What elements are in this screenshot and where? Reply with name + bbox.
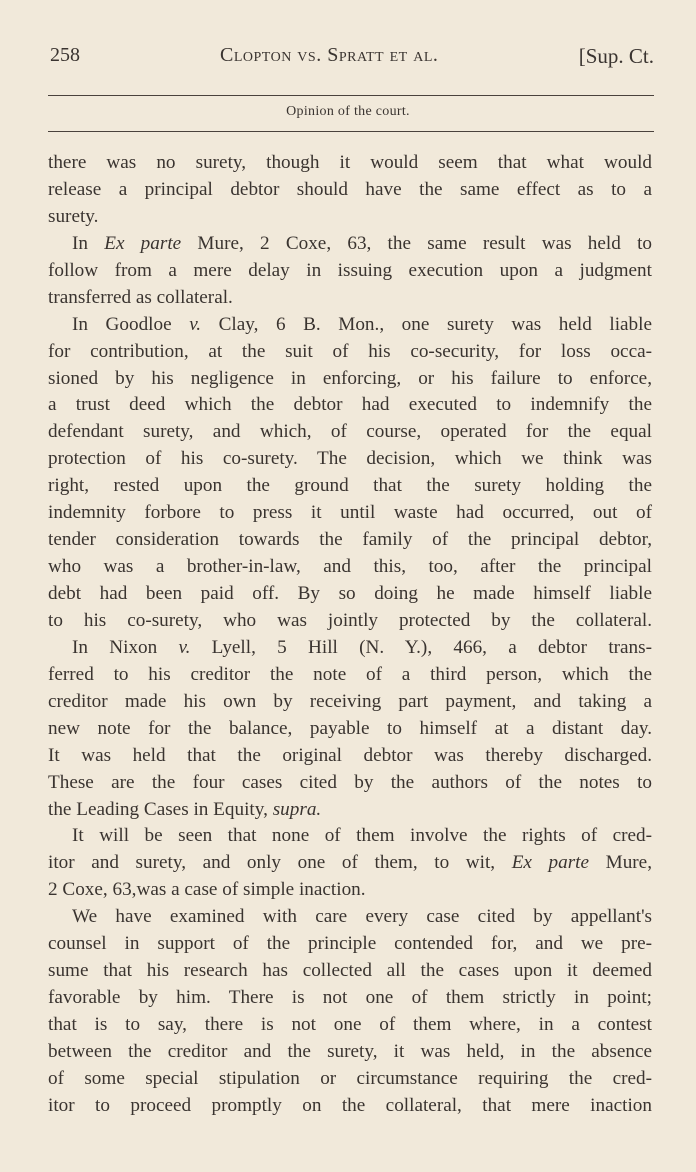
- text-segment: a trust deed which the debtor had executed to indemnify the: [48, 394, 652, 416]
- text-segment: debt had been paid off. By so doing he made himself liable: [48, 583, 652, 604]
- text-segment: favorable by him. There is not one of them strictly in point;: [48, 987, 652, 1009]
- text-segment: transferred as collateral.: [48, 286, 233, 308]
- text-segment: Clay, 6 B. Mon., one surety was held liable: [201, 313, 652, 335]
- text-line: [48, 958, 652, 985]
- italic-text: Ex parte: [511, 852, 590, 874]
- text-segment: of some special stipulation or circumstance requiring the cred-: [48, 1067, 652, 1089]
- text-segment: Lyell, 5 Hill (N. Y.), 466, a debtor trans-: [190, 636, 653, 658]
- text-segment: defendant surety, and which, of course, operated for the equal: [48, 421, 652, 443]
- text-segment: sume that his research has collected all the cases upon it deemed: [48, 960, 652, 982]
- text-segment: In Nixon: [72, 636, 179, 658]
- text-segment: ferred to his creditor the note of a third person, which the: [48, 663, 652, 685]
- text-line: [48, 770, 652, 797]
- case-title: Clopton vs. Spratt et al.: [220, 44, 439, 66]
- text-segment: itor to proceed promptly on the collateral, that mere inaction: [48, 1094, 652, 1116]
- text-line: [48, 716, 652, 743]
- text-line: [48, 392, 652, 419]
- text-segment: release a principal debtor should have the same effect as to a: [48, 178, 652, 200]
- text-segment: who was a brother-in-law, and this, too, after the principal: [48, 556, 652, 578]
- text-line: [48, 150, 652, 177]
- text-segment: sioned by his negligence in enforcing, or his failure to enforce,: [48, 367, 652, 389]
- text-line: [48, 743, 652, 770]
- italic-text: Ex parte: [104, 232, 182, 254]
- text-segment: These are the four cases cited by the authors of the notes to: [48, 771, 652, 793]
- text-segment: between the creditor and the surety, it was held, in the absence: [48, 1040, 652, 1062]
- opinion-text: [48, 150, 652, 1120]
- italic-text: v.: [189, 313, 202, 335]
- text-line: [48, 608, 652, 635]
- text-line: [48, 877, 652, 904]
- text-line: [48, 366, 652, 393]
- text-line: [48, 231, 652, 258]
- text-line: [48, 204, 652, 231]
- text-segment: itor and surety, and only one of them, to wit,: [48, 852, 512, 874]
- header-rule-top: [48, 95, 654, 96]
- text-segment: Mure, 2 Coxe, 63, the same result was held to: [181, 232, 652, 254]
- text-line: [48, 473, 652, 500]
- text-segment: right, rested upon the ground that the surety holding the: [48, 475, 652, 497]
- text-line: [48, 797, 652, 824]
- text-line: [48, 1066, 652, 1093]
- text-line: [48, 662, 652, 689]
- text-line: [48, 554, 652, 581]
- text-line: [48, 850, 652, 877]
- page-number: 258: [50, 44, 80, 66]
- text-segment: creditor made his own by receiving part payment, and taking a: [48, 690, 652, 712]
- text-line: [48, 312, 652, 339]
- text-segment: Mure,: [589, 852, 652, 874]
- text-line: [48, 823, 652, 850]
- text-line: [48, 339, 652, 366]
- text-line: [48, 985, 652, 1012]
- text-line: [48, 1039, 652, 1066]
- running-header: [50, 44, 654, 74]
- text-segment: It will be seen that none of them involve the rights of cred-: [72, 825, 652, 847]
- text-line: [48, 285, 652, 312]
- text-line: [48, 258, 652, 285]
- text-line: [48, 635, 652, 662]
- text-line: [48, 1012, 652, 1039]
- text-segment: follow from a mere delay in issuing execution upon a judgment: [48, 259, 652, 281]
- text-segment: the Leading Cases in Equity,: [48, 798, 273, 820]
- text-segment: protection of his co-surety. The decision, which we think was: [48, 448, 652, 470]
- text-segment: tender consideration towards the family of the principal debtor,: [48, 529, 652, 551]
- text-segment: new note for the balance, payable to himself at a distant day.: [48, 717, 652, 739]
- text-line: [48, 527, 652, 554]
- text-segment: for contribution, at the suit of his co-security, for loss occa-: [48, 340, 652, 362]
- text-segment: to his co-surety, who was jointly protected by the collateral.: [48, 609, 652, 631]
- section-heading: Opinion of the court.: [286, 104, 410, 119]
- text-segment: In: [72, 232, 105, 254]
- text-line: [48, 500, 652, 527]
- text-segment: We have examined with care every case cited by appellant's: [72, 906, 652, 928]
- italic-text: v.: [178, 636, 191, 658]
- text-line: [48, 904, 652, 931]
- text-line: [48, 419, 652, 446]
- text-line: [48, 931, 652, 958]
- text-segment: In Goodloe: [72, 313, 190, 335]
- italic-text: supra.: [272, 798, 322, 820]
- text-line: [48, 689, 652, 716]
- text-line: [48, 1093, 652, 1120]
- header-rule-bottom: [48, 131, 654, 132]
- text-segment: It was held that the original debtor was thereby discharged.: [48, 744, 652, 766]
- text-segment: counsel in support of the principle contended for, and we pre-: [48, 933, 652, 955]
- text-line: [48, 177, 652, 204]
- text-line: [48, 446, 652, 473]
- text-segment: there was no surety, though it would seem that what would: [48, 152, 652, 173]
- text-segment: surety.: [48, 205, 99, 227]
- text-line: [48, 581, 652, 608]
- text-segment: 2 Coxe, 63,was a case of simple inaction.: [48, 879, 366, 901]
- text-segment: that is to say, there is not one of them where, in a contest: [48, 1014, 652, 1035]
- text-segment: indemnity forbore to press it until waste had occurred, out of: [48, 502, 652, 524]
- court-label: [Sup. Ct.: [578, 44, 654, 68]
